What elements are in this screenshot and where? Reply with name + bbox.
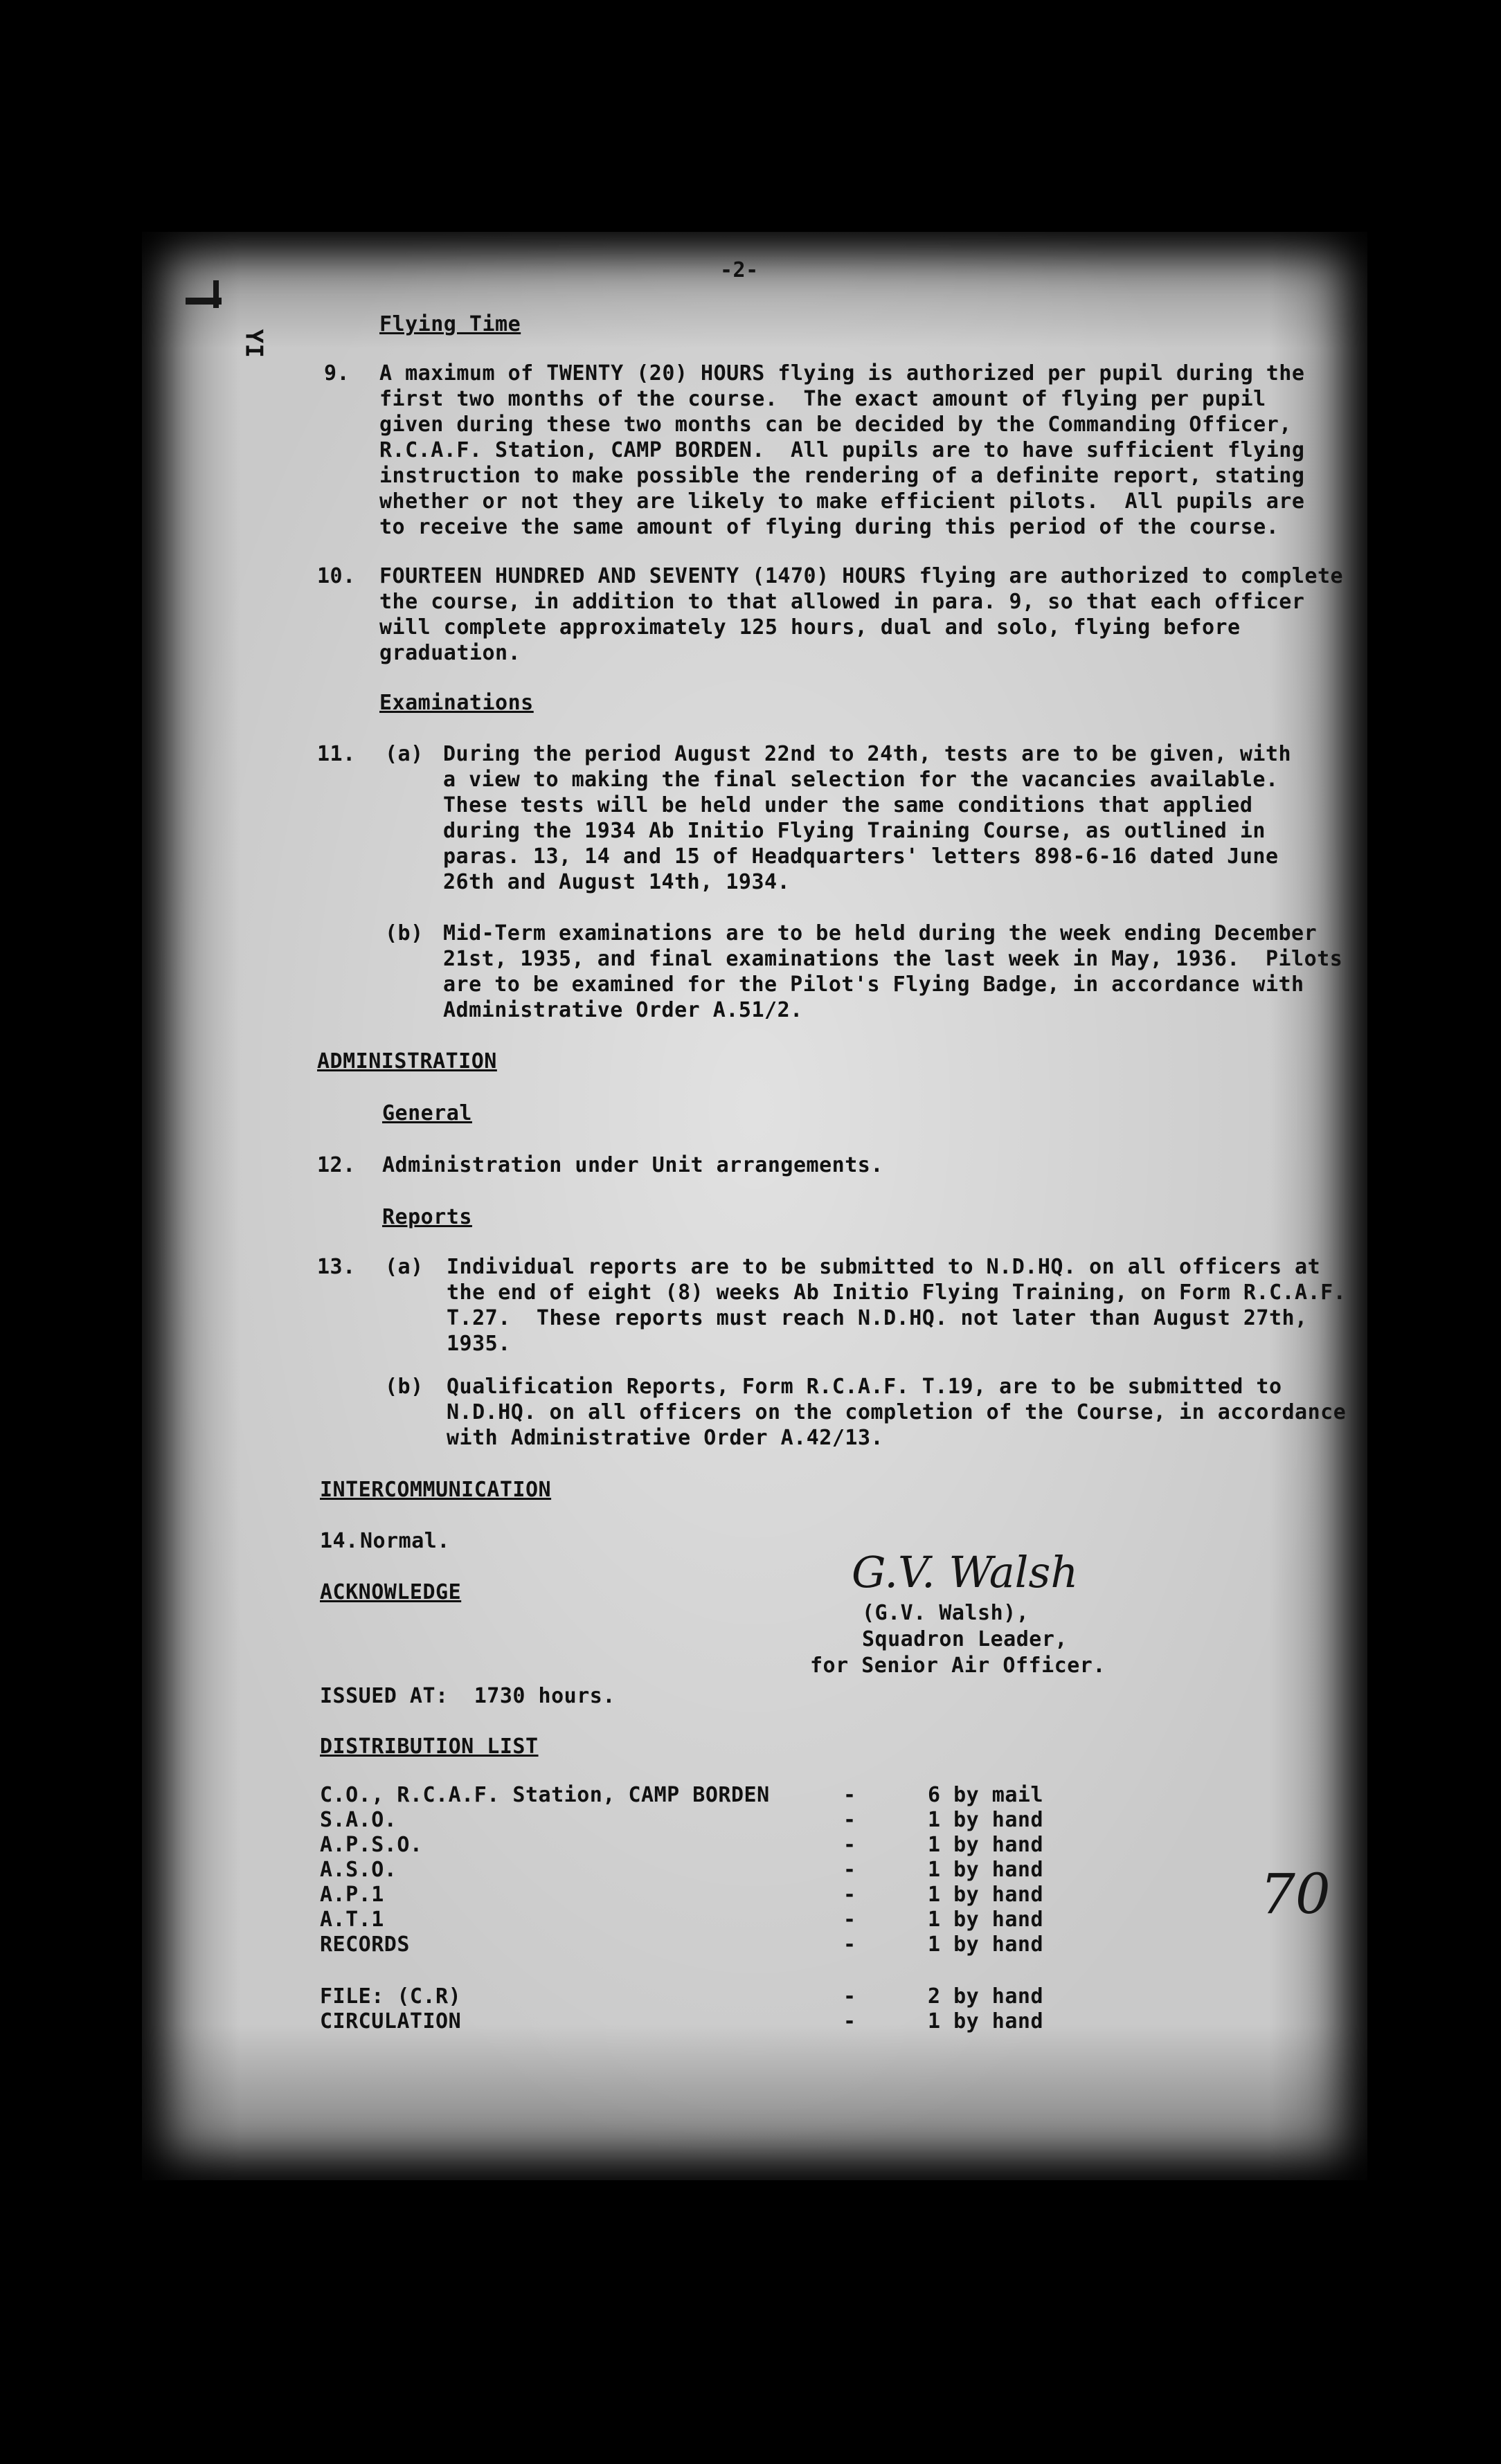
para-9-line: A maximum of TWENTY (20) HOURS flying is authorized per pupil during the xyxy=(379,361,1305,386)
signature-rank: Squadron Leader, xyxy=(862,1627,1068,1651)
para-9-line: to receive the same amount of flying during this period of the course. xyxy=(379,515,1279,539)
para-13a-line: T.27. These reports must reach N.D.HQ. not later than August 27th, xyxy=(447,1306,1308,1330)
handwritten-signature: G.V. Walsh xyxy=(852,1547,1079,1597)
distribution-recipient: A.S.O. xyxy=(320,1858,397,1882)
distribution-recipient: S.A.O. xyxy=(320,1808,397,1832)
para-13b-line: Qualification Reports, Form R.C.A.F. T.19, are to be submitted to xyxy=(447,1375,1282,1399)
distribution-copies: 6 by mail xyxy=(928,1783,1044,1807)
distribution-recipient: A.P.1 xyxy=(320,1883,384,1907)
para-11b-line: are to be examined for the Pilot's Flying Badge, in accordance with xyxy=(443,972,1304,997)
margin-bracket-mark-vertical xyxy=(213,280,219,308)
distribution-copies: 1 by hand xyxy=(928,1833,1044,1857)
para-11a-line: These tests will be held under the same conditions that applied xyxy=(443,793,1253,817)
para-13b-label: (b) xyxy=(385,1375,424,1399)
heading-general: General xyxy=(382,1101,472,1125)
distribution-dash: - xyxy=(843,2009,856,2033)
para-13-number: 13. xyxy=(317,1255,356,1279)
heading-flying-time: Flying Time xyxy=(379,312,521,336)
para-11b-line: 21st, 1935, and final examinations the last week in May, 1936. Pilots xyxy=(443,947,1343,971)
para-9-line: R.C.A.F. Station, CAMP BORDEN. All pupils are to have sufficient flying xyxy=(379,438,1305,462)
para-13b-line: with Administrative Order A.42/13. xyxy=(447,1426,884,1450)
para-12-text: Administration under Unit arrangements. xyxy=(382,1153,883,1177)
para-10-line: will complete approximately 125 hours, dual and solo, flying before xyxy=(379,615,1241,640)
para-11a-line: a view to making the final selection for the vacancies available. xyxy=(443,768,1279,792)
para-14-number: 14. xyxy=(320,1529,359,1553)
heading-administration: ADMINISTRATION xyxy=(317,1049,497,1074)
para-14-text: Normal. xyxy=(360,1529,450,1553)
signature-name: (G.V. Walsh), xyxy=(862,1601,1030,1625)
distribution-copies: 1 by hand xyxy=(928,1883,1044,1907)
para-10-number: 10. xyxy=(317,564,356,588)
para-9-line: first two months of the course. The exact amount of flying per pupil xyxy=(379,387,1266,411)
distribution-copies: 1 by hand xyxy=(928,1932,1044,1957)
para-11a-line: during the 1934 Ab Initio Flying Training Course, as outlined in xyxy=(443,819,1266,843)
distribution-dash: - xyxy=(843,1984,856,2009)
para-9-line: whether or not they are likely to make efficient pilots. All pupils are xyxy=(379,489,1305,514)
para-11b-label: (b) xyxy=(385,921,424,945)
distribution-recipient: A.T.1 xyxy=(320,1908,384,1932)
issued-at: ISSUED AT: 1730 hours. xyxy=(320,1684,615,1708)
distribution-recipient: A.P.S.O. xyxy=(320,1833,423,1857)
para-10-line: the course, in addition to that allowed in para. 9, so that each officer xyxy=(379,590,1305,614)
para-13a-line: Individual reports are to be submitted to N.D.HQ. on all officers at xyxy=(447,1255,1321,1279)
para-11a-line: During the period August 22nd to 24th, tests are to be given, with xyxy=(443,742,1292,766)
handwritten-page-number: 70 xyxy=(1260,1862,1331,1926)
distribution-copies: 1 by hand xyxy=(928,1908,1044,1932)
distribution-dash: - xyxy=(843,1908,856,1932)
signature-role: for Senior Air Officer. xyxy=(810,1654,1106,1678)
para-11a-label: (a) xyxy=(385,742,424,766)
page-number: -2- xyxy=(720,258,759,282)
heading-reports: Reports xyxy=(382,1205,472,1229)
para-11b-line: Mid-Term examinations are to be held during the week ending December xyxy=(443,921,1318,945)
para-11b-line: Administrative Order A.51/2. xyxy=(443,998,803,1022)
distribution-dash: - xyxy=(843,1808,856,1832)
para-10-line: FOURTEEN HUNDRED AND SEVENTY (1470) HOURS flying are authorized to complete xyxy=(379,564,1344,588)
distribution-copies: 1 by hand xyxy=(928,2009,1044,2033)
para-13a-line: 1935. xyxy=(447,1332,511,1356)
distribution-copies: 1 by hand xyxy=(928,1858,1044,1882)
para-9-line: instruction to make possible the rendering of a definite report, stating xyxy=(379,464,1305,488)
distribution-recipient: C.O., R.C.A.F. Station, CAMP BORDEN xyxy=(320,1783,770,1807)
distribution-dash: - xyxy=(843,1833,856,1857)
distribution-dash: - xyxy=(843,1783,856,1807)
para-13a-label: (a) xyxy=(385,1255,424,1279)
distribution-dash: - xyxy=(843,1858,856,1882)
heading-acknowledge: ACKNOWLEDGE xyxy=(320,1580,462,1604)
para-12-number: 12. xyxy=(317,1153,356,1177)
distribution-copies: 2 by hand xyxy=(928,1984,1044,2009)
distribution-recipient: FILE: (C.R) xyxy=(320,1984,462,2009)
heading-intercommunication: INTERCOMMUNICATION xyxy=(320,1478,552,1502)
para-11a-line: 26th and August 14th, 1934. xyxy=(443,870,791,894)
para-13a-line: the end of eight (8) weeks Ab Initio Flying Training, on Form R.C.A.F. xyxy=(447,1280,1347,1305)
distribution-recipient: CIRCULATION xyxy=(320,2009,462,2033)
distribution-dash: - xyxy=(843,1932,856,1957)
heading-distribution-list: DISTRIBUTION LIST xyxy=(320,1734,539,1759)
distribution-dash: - xyxy=(843,1883,856,1907)
para-11a-line: paras. 13, 14 and 15 of Headquarters' letters 898-6-16 dated June xyxy=(443,844,1279,869)
para-9-number: 9. xyxy=(324,361,350,386)
heading-examinations: Examinations xyxy=(379,691,534,715)
para-10-line: graduation. xyxy=(379,641,521,665)
distribution-recipient: RECORDS xyxy=(320,1932,410,1957)
para-11-number: 11. xyxy=(317,742,356,766)
para-9-line: given during these two months can be decided by the Commanding Officer, xyxy=(379,413,1292,437)
margin-mark: YI xyxy=(240,329,268,359)
distribution-copies: 1 by hand xyxy=(928,1808,1044,1832)
para-13b-line: N.D.HQ. on all officers on the completion of the Course, in accordance xyxy=(447,1400,1347,1424)
